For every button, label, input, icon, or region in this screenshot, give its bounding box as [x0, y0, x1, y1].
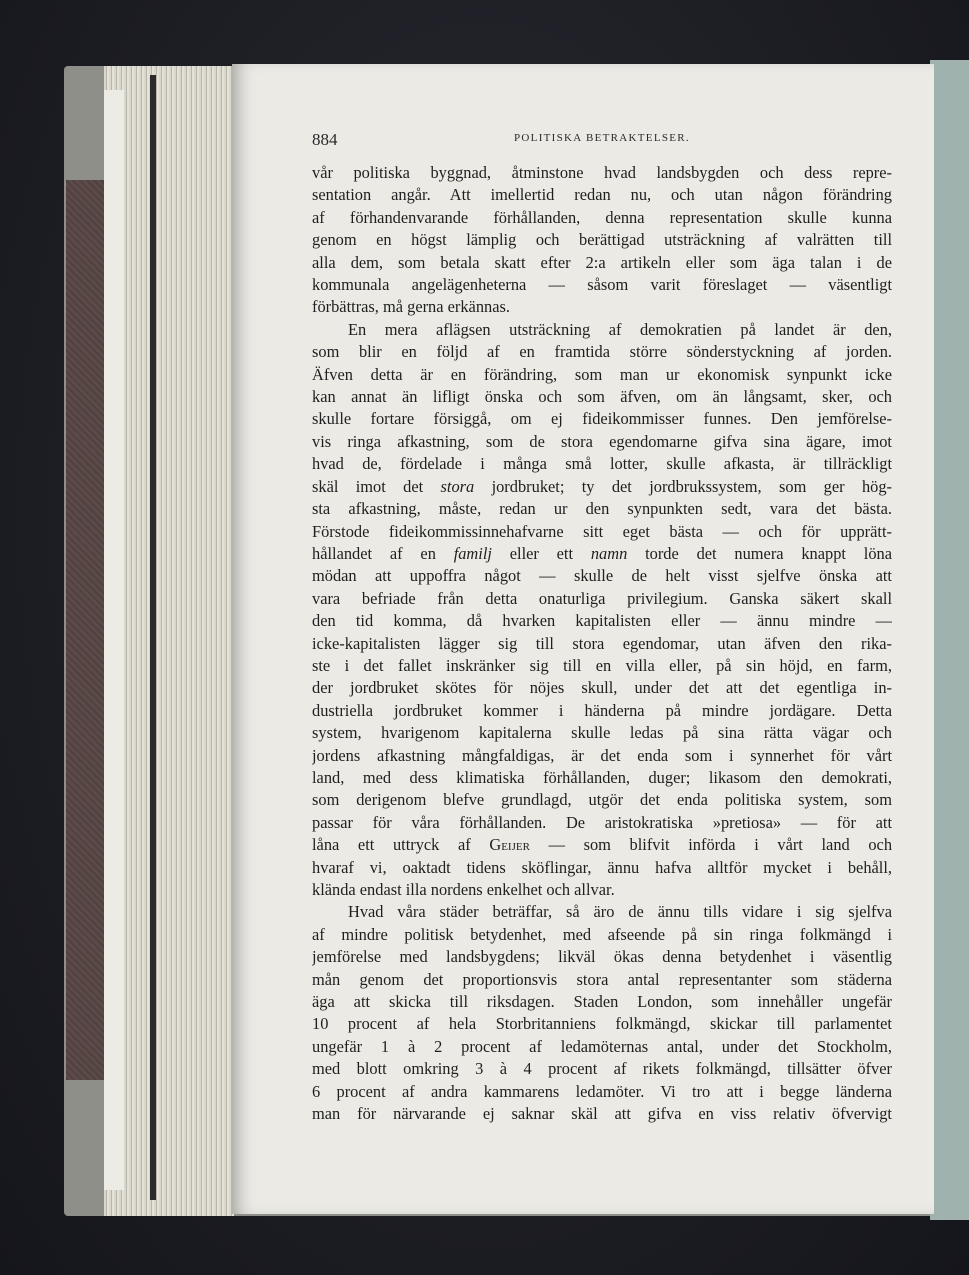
- page-edge-flyleaf: [104, 90, 124, 1190]
- text-run: vara befriade från detta onaturliga privilegium. Ganska säkert skall: [312, 588, 892, 608]
- text-line: [312, 408, 892, 430]
- text-line: [312, 386, 892, 408]
- text-run: alla dem, som betala skatt efter 2:a artikeln eller som äga talan i de: [312, 252, 892, 272]
- text-line: [312, 476, 892, 498]
- text-run: som blir en följd af en framtida större sönderstyckning af jorden.: [312, 342, 892, 362]
- text-run: Hvad våra städer beträffar, så äro de ännu tills vidare i sig sjelfva: [348, 902, 892, 922]
- text-run: låna ett uttryck af: [312, 835, 490, 855]
- text-run: 6 procent af andra kammarens ledamöter. Vi tro att i begge länderna: [312, 1081, 892, 1101]
- text-run: land, med dess klimatiska förhållanden, duger; likasom den demokrati,: [312, 767, 892, 787]
- text-line: [312, 1036, 892, 1058]
- text-run: dustriella jordbruket kommer i händerna på mindre jordägare. Detta: [312, 700, 892, 720]
- text-line: [312, 633, 892, 655]
- text-run: skäl imot det: [312, 476, 441, 496]
- text-run: mån genom det proportionsvis stora antal representanter som städerna: [312, 969, 892, 989]
- italic-word: familj: [453, 543, 492, 563]
- small-caps-name: Geijer: [489, 835, 530, 855]
- text-line: [312, 588, 892, 610]
- text-run: af förhandenvarande förhållanden, denna representation skulle kunna: [312, 207, 892, 227]
- italic-word: namn: [590, 543, 628, 563]
- text-run: man för närvarande ej saknar skäl att gifva en viss relativ öfvervigt: [312, 1104, 892, 1124]
- text-run: hållandet af en: [312, 543, 454, 563]
- text-line: [312, 207, 892, 229]
- text-line: [312, 946, 892, 968]
- text-run: hvaraf vi, oaktadt tidens sköflingar, ännu hafva alltför mycket i behåll,: [312, 857, 892, 877]
- running-head: POLITISKA BETRAKTELSER.: [514, 132, 690, 144]
- text-run: som derigenom blefve grundlagd, utgör det enda politiska system, som: [312, 790, 892, 810]
- text-line: [312, 812, 892, 834]
- text-run: passar för våra förhållanden. De aristokratiska »pretiosa» — för att: [312, 812, 892, 832]
- text-line: [312, 431, 892, 453]
- text-line: [312, 162, 892, 184]
- text-line: [312, 655, 892, 677]
- text-line: [312, 789, 892, 811]
- text-run: sentation angår. Att imellertid redan nu, och utan någon förändring: [312, 185, 892, 205]
- text-run: hvad de, fördelade i många små lotter, skulle afkasta, är tillräckligt: [312, 454, 892, 474]
- text-line: [312, 1081, 892, 1103]
- text-line: [312, 610, 892, 632]
- page-number: 884: [312, 130, 338, 149]
- text-line: [312, 901, 892, 923]
- text-line: [312, 252, 892, 274]
- text-line: [312, 184, 892, 206]
- text-line: [312, 991, 892, 1013]
- text-line: [312, 498, 892, 520]
- text-run: Förstode fideikommissinnehafvarne sitt eget bästa — och för upprätt-: [312, 521, 892, 541]
- text-line: [312, 296, 892, 318]
- page-edge-shadow: [150, 75, 156, 1200]
- text-run: äga att skicka till riksdagen. Staden London, som innehåller ungefär: [312, 992, 892, 1012]
- page-header: [312, 130, 892, 154]
- text-run: torde det numera knappt löna: [627, 543, 892, 563]
- text-run: förbättras, må gerna erkännas.: [312, 297, 510, 317]
- text-line: [312, 677, 892, 699]
- text-run: jemförelse med landsbygdens; likväl ökas denna betydenhet i väsentlig: [312, 947, 892, 967]
- book-page: [232, 64, 934, 1214]
- text-line: [312, 341, 892, 363]
- text-run: med blott omkring 3 à 4 procent af rikets folkmängd, tillsätter öfver: [312, 1059, 892, 1079]
- text-line: [312, 834, 892, 856]
- text-run: klända endast illa nordens enkelhet och allvar.: [312, 880, 615, 899]
- book-cover-edge: [930, 60, 969, 1220]
- body-text: [312, 162, 892, 1125]
- text-run: — som blifvit införda i vårt land och: [529, 835, 892, 855]
- text-run: system, hvarigenom kapitalerna skulle ledas på sina rätta vägar och: [312, 723, 892, 743]
- text-run: vår politiska byggnad, åtminstone hvad landsbygden och dess repre-: [312, 163, 892, 182]
- text-line: [312, 879, 892, 901]
- text-run: En mera aflägsen utsträckning af demokratien på landet är den,: [348, 319, 892, 339]
- text-run: kommunala angelägenheterna — såsom varit föreslaget — väsentligt: [312, 275, 892, 295]
- text-line: [312, 565, 892, 587]
- text-line: [312, 274, 892, 296]
- text-run: icke-kapitalisten lägger sig till stora egendomar, utan äfven den rika-: [312, 633, 892, 653]
- text-run: sta afkastning, måste, redan ur den synpunkten sedt, vara det bästa.: [312, 499, 892, 519]
- text-line: [312, 1058, 892, 1080]
- text-line: [312, 453, 892, 475]
- text-line: [312, 767, 892, 789]
- text-line: [312, 969, 892, 991]
- text-line: [312, 924, 892, 946]
- text-run: den tid komma, då hvarken kapitalisten eller — ännu mindre —: [312, 611, 892, 631]
- text-run: jordens afkastning mångfaldigas, är det enda som i synnerhet för vårt: [312, 745, 892, 765]
- text-run: kan annat än lifligt önska och som äfven, om än långsamt, sker, och: [312, 387, 892, 407]
- text-line: [312, 1013, 892, 1035]
- text-line: [312, 700, 892, 722]
- text-run: ungefär 1 à 2 procent af ledamöternas antal, under det Stockholm,: [312, 1036, 892, 1056]
- text-run: skulle fortare försiggå, om ej fideikommisser funnes. Den jemförelse-: [312, 409, 892, 429]
- text-run: af mindre politisk betydenhet, med afseende på sin ringa folkmängd i: [312, 924, 892, 944]
- text-line: [312, 364, 892, 386]
- text-run: mödan att uppoffra något — skulle de helt visst sjelfve önska att: [312, 566, 892, 586]
- text-run: 10 procent af hela Storbritanniens folkmängd, skickar till parlamentet: [312, 1014, 892, 1034]
- text-line: [312, 319, 892, 341]
- text-line: [312, 543, 892, 565]
- text-run: ste i det fallet inskränker sig till en villa eller, på sin höjd, en farm,: [312, 655, 892, 675]
- text-line: [312, 521, 892, 543]
- text-run: der jordbruket skötes för nöjes skull, under det att det egentliga in-: [312, 678, 892, 698]
- italic-word: stora: [440, 476, 475, 496]
- text-run: eller ett: [491, 543, 591, 563]
- text-line: [312, 229, 892, 251]
- text-run: Äfven detta är en förändring, som man ur ekonomisk synpunkt icke: [312, 364, 892, 384]
- text-line: [312, 857, 892, 879]
- text-line: [312, 745, 892, 767]
- text-line: [312, 722, 892, 744]
- text-run: jordbruket; ty det jordbrukssystem, som ger hög-: [474, 476, 892, 496]
- text-run: vis ringa afkastning, som de stora egendomarne gifva sina ägare, imot: [312, 431, 892, 451]
- text-line: [312, 1103, 892, 1125]
- text-run: genom en högst lämplig och berättigad utsträckning af valrätten till: [312, 230, 892, 250]
